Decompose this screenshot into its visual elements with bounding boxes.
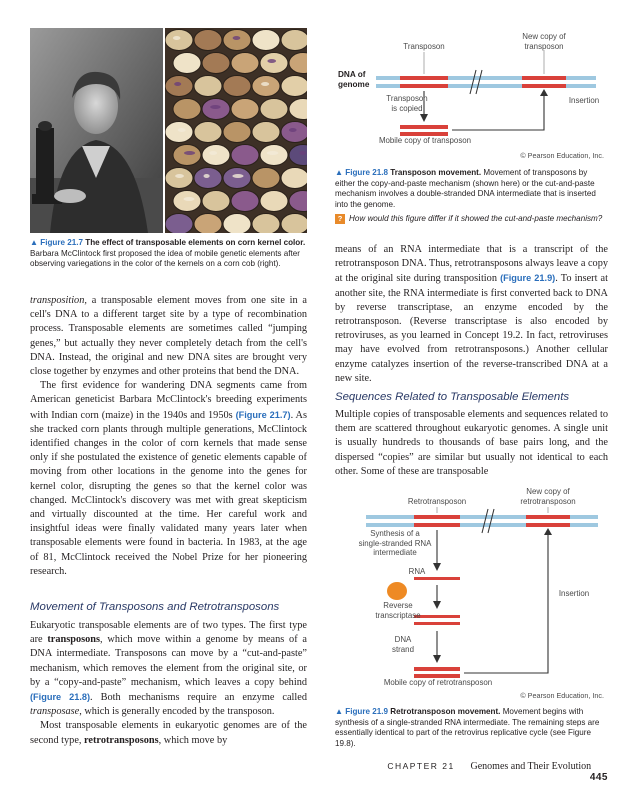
corn-kernel	[252, 214, 280, 234]
corn-kernel	[202, 145, 230, 166]
left-paragraph-3-text-a: Eukaryotic transposable elements are of two types. The first type are	[30, 620, 307, 646]
corn-kernel	[260, 191, 288, 212]
corn-kernel	[173, 99, 201, 120]
left-column-lower	[30, 619, 307, 748]
corn-kernel	[252, 76, 280, 97]
kernel-speckle	[233, 36, 241, 40]
left-paragraph-4-text-a: Most transposable elements in eukaryotic genomes are of the second type,	[30, 720, 307, 746]
figure-21-8-question	[335, 214, 608, 225]
page-number: 445	[589, 772, 608, 783]
corn-kernel	[194, 214, 222, 234]
synthesis-arrow-head	[433, 563, 441, 571]
figure-21-8-caption	[335, 168, 608, 210]
term-transposition: transposition,	[30, 295, 87, 306]
label-mobile-copy-transposon: Mobile copy of transposon	[378, 136, 472, 145]
kernel-speckle	[267, 59, 276, 63]
corn-kernel	[165, 214, 193, 234]
corn-kernel	[260, 145, 288, 166]
new-retrotransposon-top	[526, 515, 570, 519]
left-paragraph-3-text-c: . Both mechanisms require an enzyme called	[90, 692, 307, 704]
label-transposon-copied: Transposon is copied	[386, 94, 428, 113]
mcclintock-photo	[30, 28, 163, 233]
page-footer	[380, 761, 608, 783]
right-column-lower	[335, 408, 608, 479]
left-paragraph-2-text-b: . As she tracked corn plants through multiple generations, McClintock identified changes in the color of corn kernels that made sense only if she postulated the existence of genetic elements capable of moving from other locations in the genome into the genes for kernel color, disrupting the genes so that the kernel color was changed. McClintock's discovery was met with great skepticism and virtually discounted at the time. Her careful work and insightful ideas were finally validated many years later when transposable elements were found in bacteria. In 1983, at the age of 81, McClintock received the Nobel Prize for her pioneering research.	[30, 409, 307, 577]
kernel-speckle	[183, 197, 194, 201]
corn-kernel	[223, 168, 251, 189]
figure-21-8-link[interactable]: (Figure 21.8)	[30, 692, 91, 703]
figure-21-9-label: ▲ Figure 21.9	[335, 707, 388, 716]
right-paragraph-2: Multiple copies of transposable elements and sequences related to them are scattered throughout eukaryotic genomes. A single unit is usually hundreds to thousands of base pairs long, and the dispersed “copies” are similar but usually not identical to each other. Some of these are transposable	[335, 409, 608, 477]
label-reverse-transcriptase: Reverse transcriptase	[375, 601, 421, 620]
kernel-speckle	[299, 151, 306, 155]
corn-kernel	[173, 53, 201, 74]
left-column-upper	[30, 294, 307, 579]
right-paragraph-1	[335, 243, 608, 386]
kernel-speckle	[289, 128, 297, 132]
corn-kernel	[281, 122, 307, 143]
corn-kernel	[173, 191, 201, 212]
mcclintock-photo-art	[30, 28, 163, 233]
reverse-transcriptase-enzyme	[387, 582, 407, 600]
corn-kernel	[194, 122, 222, 143]
corn-kernel	[165, 76, 193, 97]
label-retrotransposon: Retrotransposon	[407, 497, 467, 506]
retrotransposon-bottom	[414, 523, 460, 527]
figure-21-8-title: Transposon movement.	[390, 168, 482, 177]
insertion-arrow-head	[544, 528, 552, 535]
label-rna: RNA	[408, 567, 426, 576]
corn-kernel	[223, 30, 251, 51]
footer-title: Genomes and Their Evolution	[470, 761, 592, 772]
corn-kernel	[252, 122, 280, 143]
left-paragraph-3-text-b: , which move within a genome by means of a DNA intermediate. Transposons can move by a “cut-and-paste” mechanism, which removes the element from the original site, or by a “copy-and-paste” mechanism, which leaves a copy behind	[30, 634, 307, 688]
corn-kernel	[194, 76, 222, 97]
label-dna-strand: DNA strand	[392, 635, 414, 654]
corn-kernel	[223, 122, 251, 143]
left-paragraph-4	[30, 719, 307, 747]
rna-strand	[414, 577, 460, 580]
label-transposon: Transposon	[403, 42, 445, 51]
label-dna-of-genome: DNA of genome	[338, 70, 370, 89]
label-new-copy-retrotransposon: New copy of retrotransposon	[520, 487, 576, 506]
transposon-segment-bottom	[400, 84, 448, 88]
corn-kernel	[202, 99, 230, 120]
kernel-speckle	[204, 174, 210, 178]
kernel-speckle	[261, 82, 269, 86]
kernel-speckle	[210, 105, 221, 109]
corn-kernel	[202, 53, 230, 74]
left-paragraph-2-text-a: The first evidence for wandering DNA segments came from American geneticist Barbara McClintock's breeding experiments with Indian corn (maize) in the 1940s and 1950s	[30, 380, 307, 421]
figure-21-9-text: Movement begins with synthesis of a single-stranded RNA intermediate. The remaining steps are essentially identical to part of the retrovirus replicative cycle (see Figure 19.8).	[335, 707, 600, 748]
label-insertion: Insertion	[568, 96, 600, 105]
left-paragraph-4-text-b: , which move by	[158, 734, 228, 746]
term-transposons: transposons	[47, 634, 101, 646]
corn-kernel	[281, 30, 307, 51]
figure-21-9-title: Retrotransposon movement.	[390, 707, 501, 716]
corn-kernel	[194, 30, 222, 51]
right-paragraph-1-text-a: means of an RNA intermediate that is a transcript of the retrotransposon DNA. Thus, retrotransposons always leave a copy at the original site during transposition	[335, 244, 608, 285]
corn-kernel	[281, 214, 307, 234]
corn-kernel	[252, 30, 280, 51]
figure-21-7-caption	[30, 238, 307, 270]
figure-21-8-label: ▲ Figure 21.8	[335, 168, 388, 177]
left-paragraph-3	[30, 619, 307, 719]
corn-cob-photo	[165, 28, 307, 233]
kernel-speckle	[232, 174, 243, 178]
figure-21-7-link[interactable]: (Figure 21.7)	[235, 409, 291, 420]
figure-21-9-caption	[335, 707, 608, 749]
label-synthesis-rna: Synthesis of a single-stranded RNA intermediate	[358, 529, 432, 557]
kernel-speckle	[173, 36, 180, 40]
left-paragraph-3-text-d: , which is generally encoded by the transposon.	[79, 706, 275, 718]
corn-kernel	[231, 99, 259, 120]
rt-arrow-head	[433, 601, 441, 609]
corn-kernel	[281, 76, 307, 97]
corn-kernel	[252, 168, 280, 189]
right-column-upper	[335, 243, 608, 386]
kernel-speckle	[178, 128, 186, 132]
corn-kernel	[165, 122, 193, 143]
term-transposase: transposase	[30, 706, 80, 718]
figure-21-9-link[interactable]: (Figure 21.9)	[500, 273, 556, 284]
insertion-arrow-head	[540, 89, 548, 96]
hybrid-dna-strand	[414, 622, 460, 625]
figure-21-8-text: Movement of transposons by either the copy-and-paste mechanism (shown here) or the cut-and-paste mechanism involves a double-stranded DNA intermediate that is inserted into the genome.	[335, 168, 596, 209]
break-mark-1	[482, 509, 488, 533]
figure-21-8-diagram	[330, 28, 608, 168]
break-mark-2	[488, 509, 494, 533]
left-paragraph-2	[30, 379, 307, 579]
dna-arrow-head	[433, 655, 441, 663]
insertion-arrow-line	[452, 94, 544, 130]
kernel-speckle	[267, 151, 279, 155]
kernel-speckle	[174, 82, 181, 86]
corn-kernel	[202, 191, 230, 212]
corn-kernel	[165, 168, 193, 189]
new-transposon-top	[522, 76, 566, 80]
new-retrotransposon-bottom	[526, 523, 570, 527]
figure-21-7-text: Barbara McClintock first proposed the idea of mobile genetic elements after observing variegations in the color of the kernels on a corn cob (right).	[30, 248, 300, 269]
label-mobile-copy-retrotransposon: Mobile copy of retrotransposon	[383, 678, 493, 687]
mobile-copy-top	[400, 125, 448, 129]
section-heading-movement: Movement of Transposons and Retrotransposons	[30, 601, 280, 613]
corn-kernel	[260, 53, 288, 74]
left-paragraph-1	[30, 294, 307, 379]
retrotransposon-top	[414, 515, 460, 519]
label-new-copy-transposon: New copy of transposon	[522, 32, 566, 51]
right-paragraph-1-text-b: . To insert at another site, the RNA intermediate is first converted back to DNA by reverse transcriptase, an enzyme encoded by the retrotransposon. (Reverse transcriptase is also encoded by retroviruses, as you learned in Concept 19.2. In fact, retroviruses may have evolved from retrotransposons.) Another cellular enzyme catalyzes insertion of the reverse-transcribed DNA at a new site.	[335, 273, 608, 384]
corn-kernel	[173, 145, 201, 166]
figure-21-8-question-text: How would this figure differ if it showed the cut-and-paste mechanism?	[349, 214, 603, 223]
kernel-speckle	[184, 151, 195, 155]
copy-arrow-head	[420, 114, 428, 122]
credit-figure-21-8: © Pearson Education, Inc.	[520, 151, 604, 160]
insertion-arrow-line	[464, 533, 548, 673]
corn-kernel	[281, 168, 307, 189]
corn-kernel	[223, 76, 251, 97]
kernel-speckle	[175, 174, 184, 178]
corn-kernel	[231, 191, 259, 212]
credit-figure-21-9: © Pearson Education, Inc.	[520, 691, 604, 700]
transposon-segment-top	[400, 76, 448, 80]
corn-kernel	[231, 53, 259, 74]
corn-kernel	[231, 145, 259, 166]
corn-kernel	[260, 99, 288, 120]
figure-21-9-diagram	[330, 485, 608, 703]
break-mark-1	[470, 70, 476, 94]
kernel-speckle	[209, 151, 217, 155]
term-retrotransposons: retrotransposons	[84, 734, 159, 746]
mobile-copy-top	[414, 667, 460, 671]
label-insertion: Insertion	[558, 589, 590, 598]
corn-kernel-art	[165, 28, 307, 233]
break-mark-2	[476, 70, 482, 94]
left-paragraph-1-text: a transposable element moves from one site in a cell's DNA to a different target site by a type of recombination process. Transposable elements are sometimes called “jumping genes,” but actually they never completely detach from the cell's DNA. Instead, the original and new DNA sites are brought very close together by enzymes and other proteins that bend the DNA.	[30, 295, 307, 378]
question-icon: ?	[335, 214, 345, 224]
corn-kernel	[194, 168, 222, 189]
corn-kernel	[223, 214, 251, 234]
footer-chapter: CHAPTER 21	[387, 761, 455, 771]
section-heading-sequences: Sequences Related to Transposable Elements	[335, 391, 570, 403]
corn-kernel	[165, 30, 193, 51]
new-transposon-bottom	[522, 84, 566, 88]
figure-21-7-label: ▲ Figure 21.7	[30, 238, 83, 247]
figure-21-7-title: The effect of transposable elements on corn kernel color.	[85, 238, 306, 247]
